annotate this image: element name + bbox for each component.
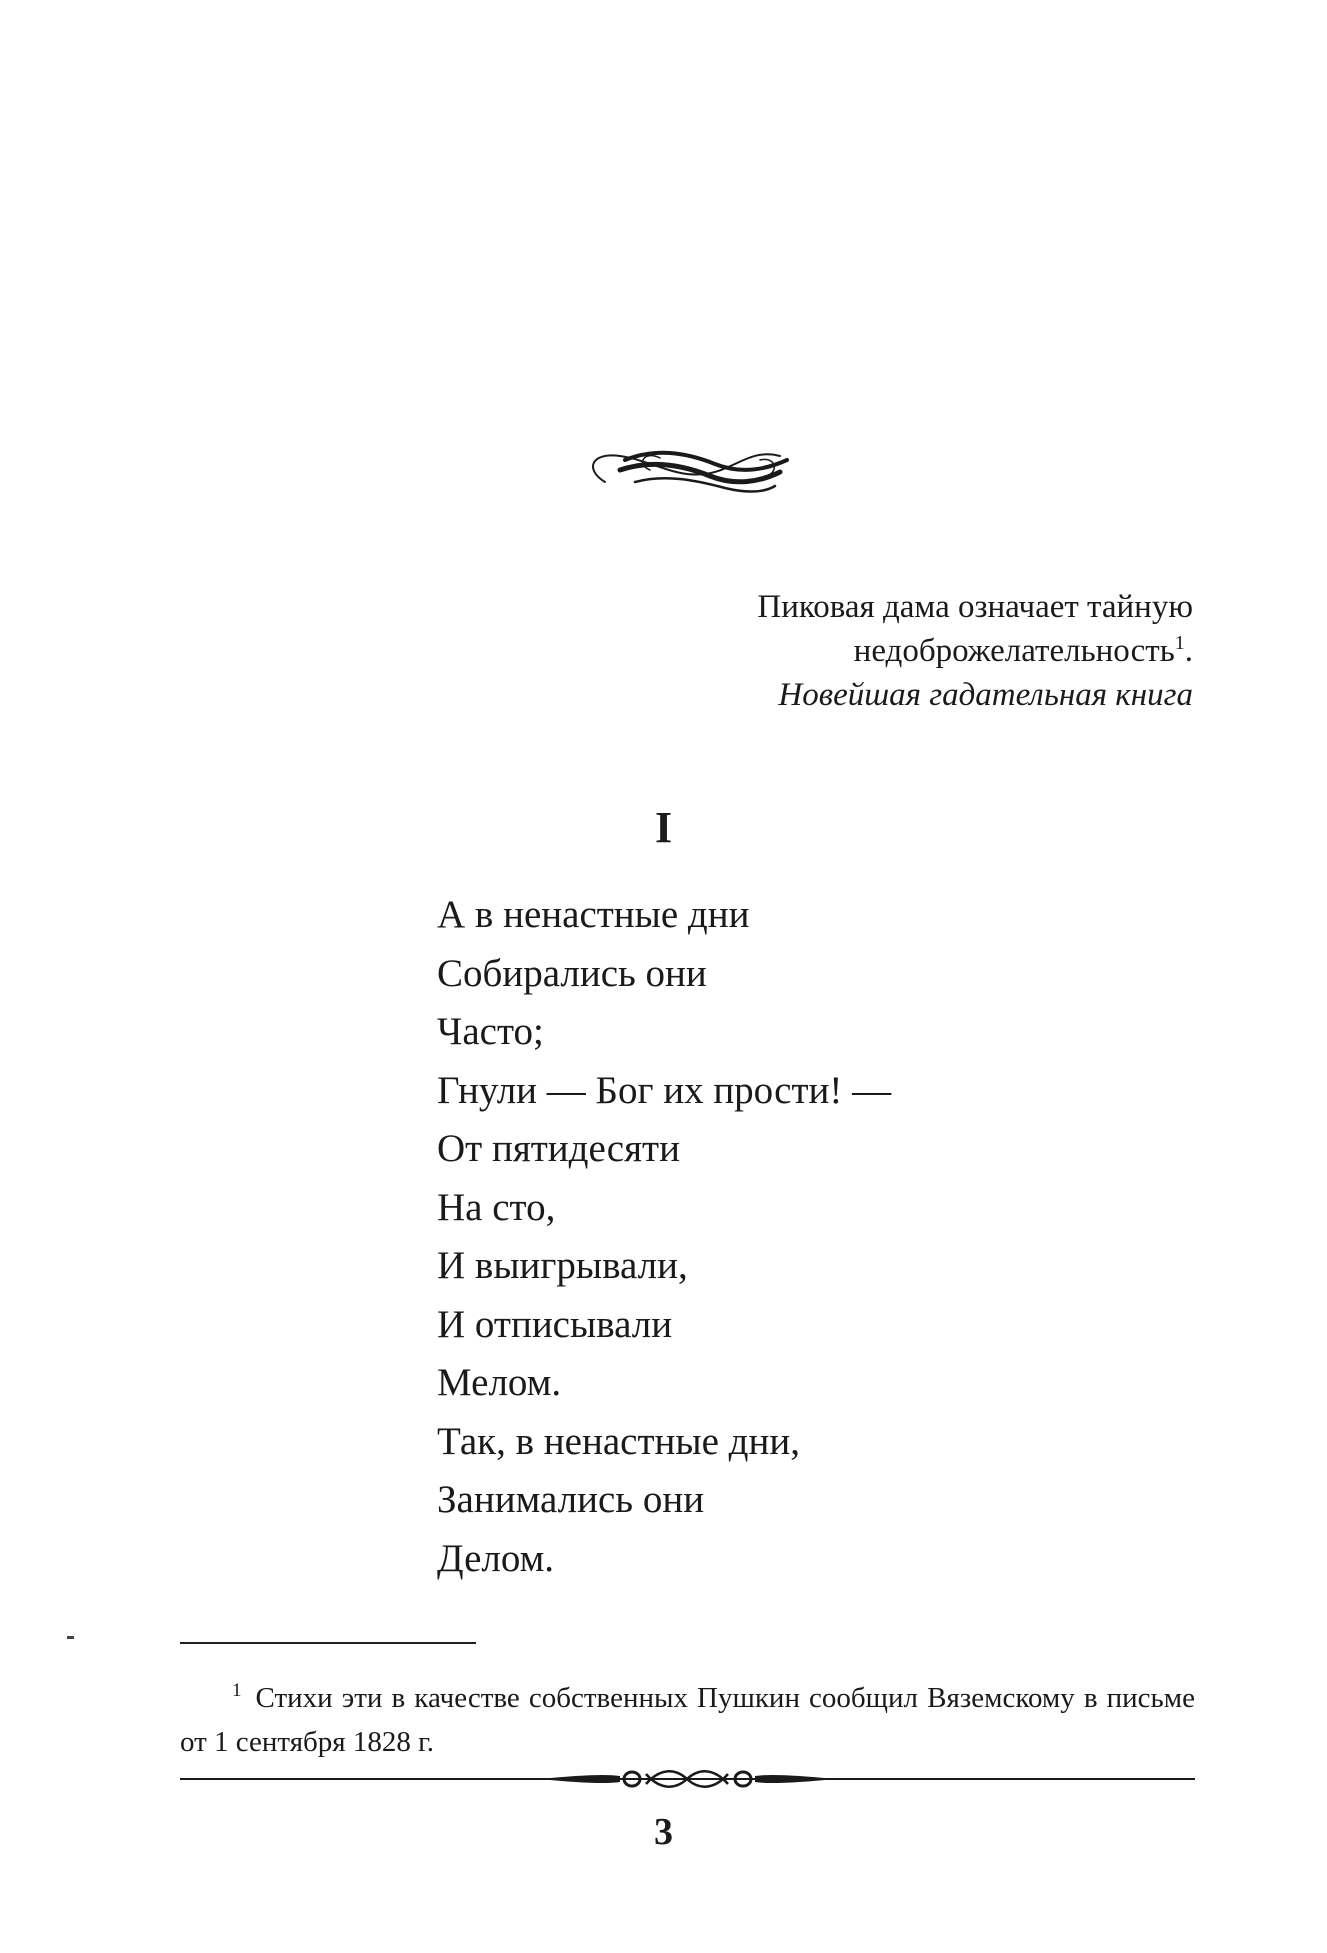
poem-line: От пятидесяти <box>437 1127 680 1170</box>
poem-line: Делом. <box>437 1536 555 1580</box>
epigraph-line <box>493 629 1193 673</box>
poem-line: И выигрывали, <box>437 1244 688 1287</box>
poem <box>437 886 1137 1588</box>
epigraph <box>493 585 1193 717</box>
poem-line: И отписывали <box>437 1302 673 1346</box>
poem-line: Часто; <box>437 1010 544 1053</box>
epigraph-line: Пиковая дама означает тайную <box>757 589 1193 625</box>
page-number: 3 <box>654 1811 673 1853</box>
epigraph-text: недоброжелательность <box>853 633 1175 669</box>
footnote-reference[interactable]: 1 <box>1174 632 1185 654</box>
poem-line: А в ненастные дни <box>437 893 750 936</box>
poem-line: На сто, <box>437 1185 556 1229</box>
poem-line: Занимались они <box>437 1478 705 1521</box>
chapter-number: I <box>654 803 673 852</box>
footnote-divider <box>180 1642 476 1644</box>
footnote: 1 Стихи эти в качестве собственных Пушкин сообщил Вяземскому в письме от 1 сентября 1828 г. <box>180 1680 1195 1758</box>
flourish-ornament-icon <box>565 430 795 510</box>
epigraph-source: Новейшая гадательная книга <box>778 677 1193 713</box>
poem-line: Так, в ненастные дни, <box>437 1419 800 1463</box>
stray-mark <box>67 1636 74 1639</box>
decorative-rule-icon <box>180 1764 1195 1794</box>
epigraph-punctuation: . <box>1184 633 1193 669</box>
poem-line: Гнули — Бог их прости! — <box>437 1068 892 1112</box>
poem-line: Собирались они <box>437 951 707 995</box>
poem-line: Мелом. <box>437 1361 562 1404</box>
footnote-text: Стихи эти в качестве собственных Пушкин сообщил Вяземскому в письме от 1 сентября 1828 г. <box>180 1682 1195 1758</box>
